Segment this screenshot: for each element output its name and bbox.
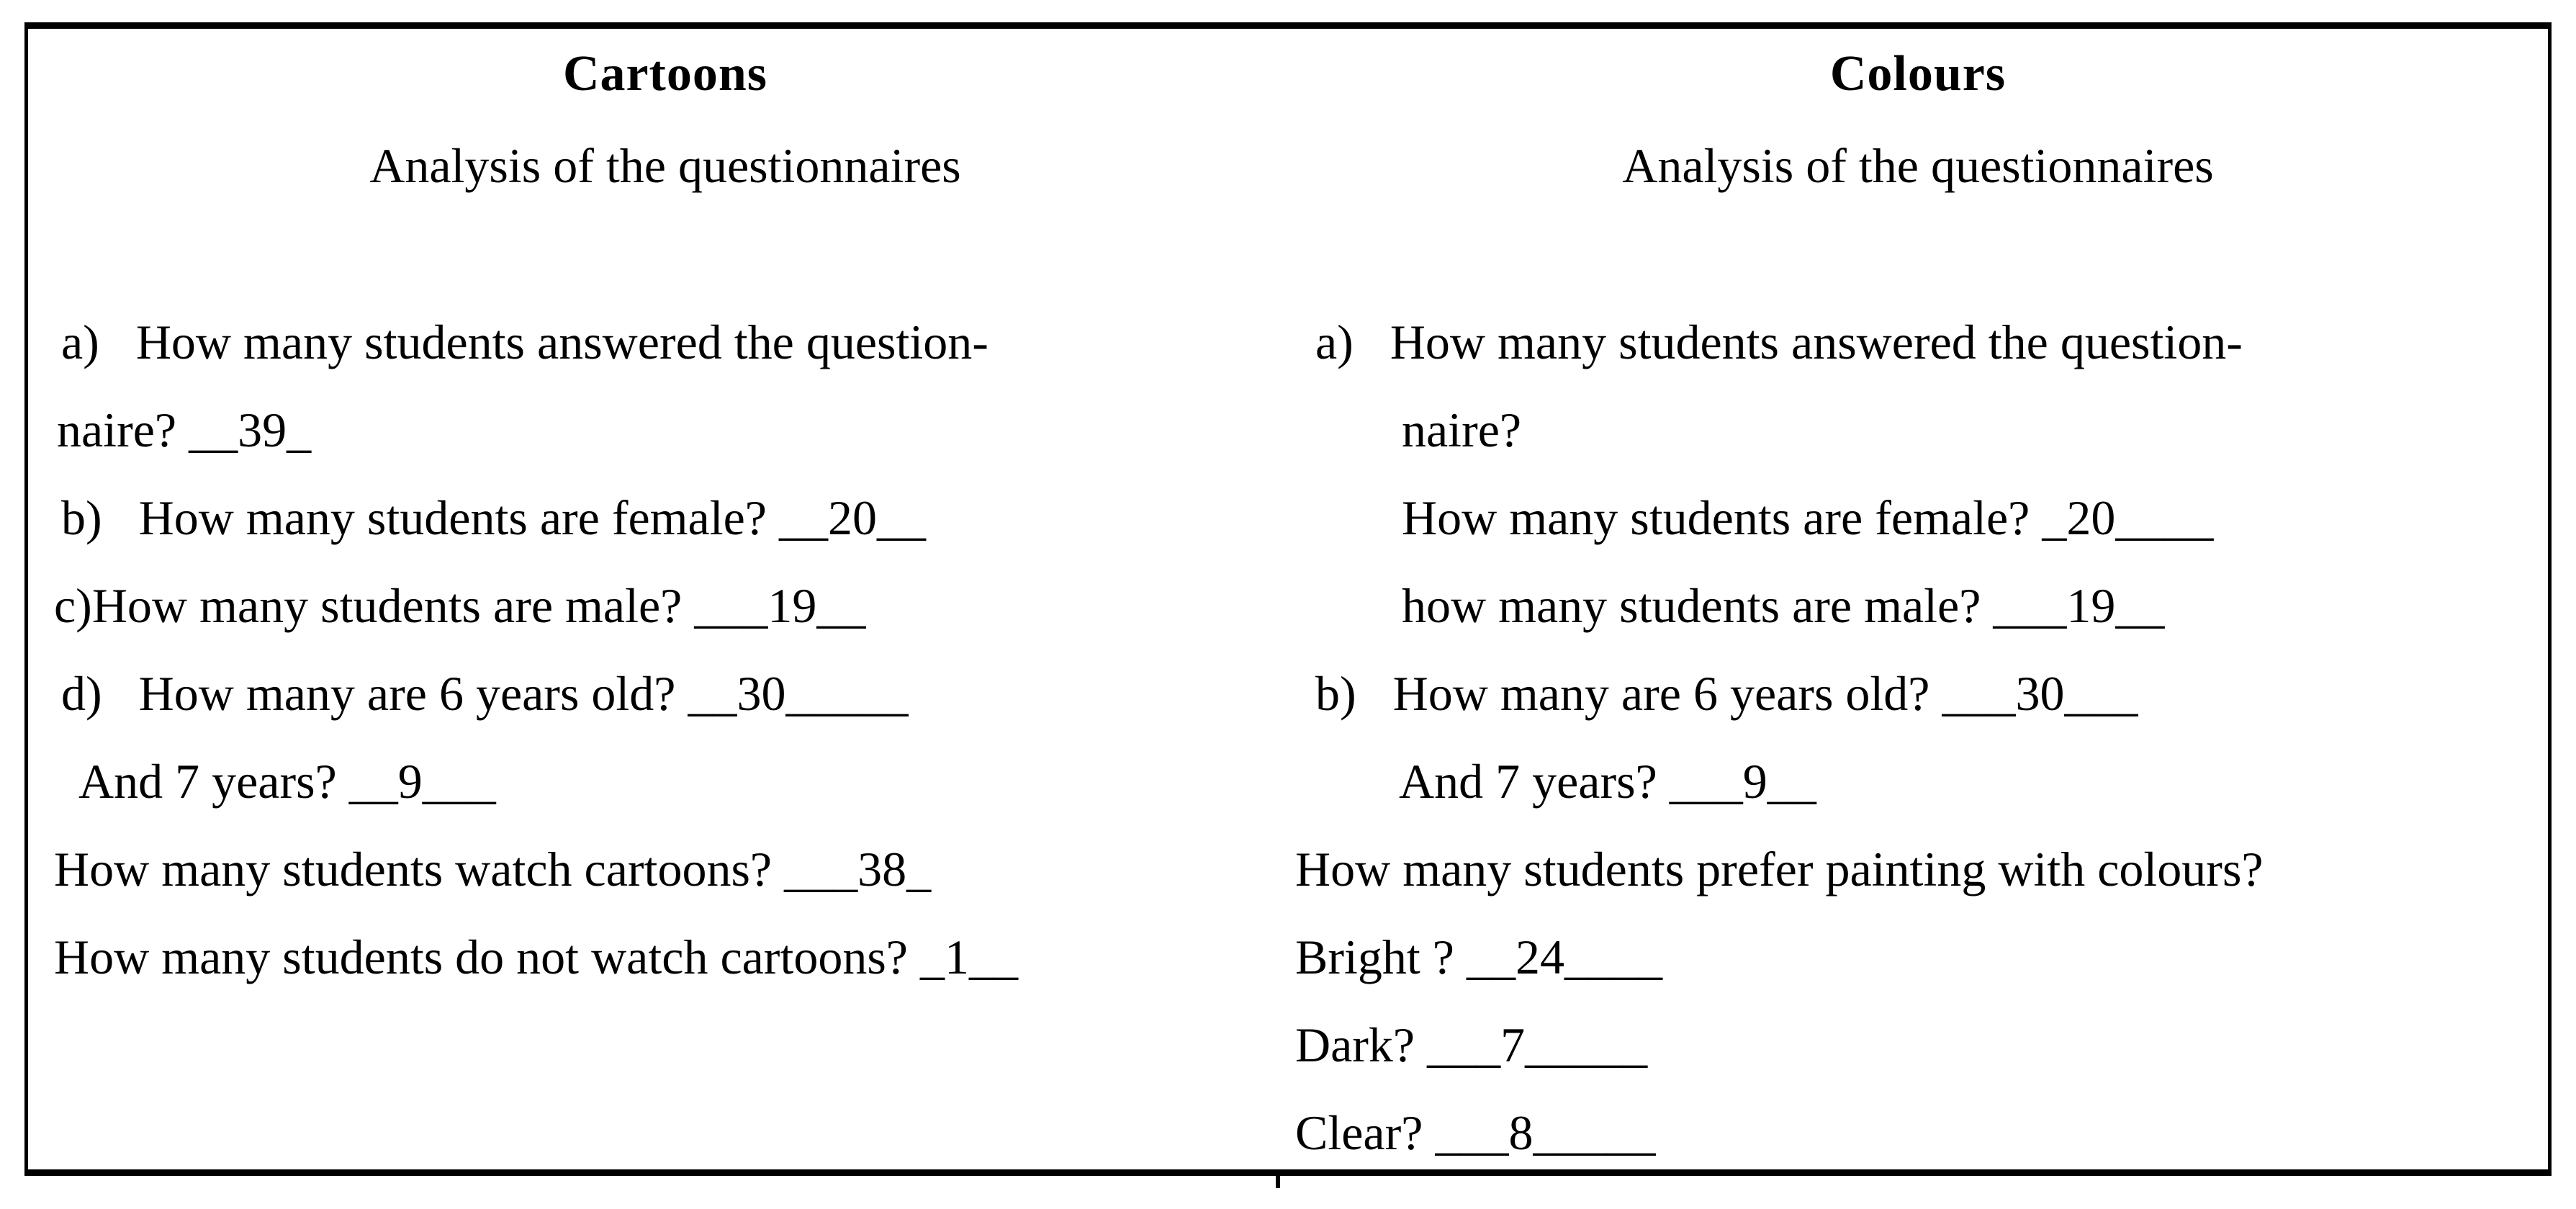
column-title: Cartoons bbox=[562, 46, 768, 102]
question-line: a) How many students answered the question- bbox=[1315, 315, 2243, 369]
question-line: how many students are male? ___19__ bbox=[1402, 578, 2165, 633]
column-divider-tick bbox=[1276, 1173, 1280, 1188]
question-line: naire? __39_ bbox=[57, 403, 312, 457]
question-list bbox=[1295, 298, 2541, 1177]
question-line: How many students watch cartoons? ___38_ bbox=[54, 842, 932, 896]
column-subtitle: Analysis of the questionnaires bbox=[369, 138, 961, 193]
question-line: Clear? ___8_____ bbox=[1295, 1105, 1656, 1160]
question-line: And 7 years? __9___ bbox=[78, 754, 496, 809]
column-subtitle: Analysis of the questionnaires bbox=[1622, 138, 2214, 193]
question-line: b) How many are 6 years old? ___30___ bbox=[1315, 666, 2138, 721]
question-line: d) How many are 6 years old? __30_____ bbox=[61, 666, 909, 721]
question-line: How many students do not watch cartoons? _1__ bbox=[54, 930, 1018, 984]
question-line: c)How many students are male? ___19__ bbox=[54, 578, 866, 633]
question-line: b) How many students are female? __20__ bbox=[61, 490, 926, 545]
question-line: Dark? ___7_____ bbox=[1295, 1017, 1648, 1072]
question-list bbox=[54, 298, 1276, 1001]
question-line: And 7 years? ___9__ bbox=[1399, 754, 1816, 809]
cartoons-column bbox=[28, 29, 1288, 1169]
question-line: a) How many students answered the question- bbox=[61, 315, 988, 369]
question-line: How many students are female? _20____ bbox=[1402, 490, 2214, 545]
question-line: How many students prefer painting with colours? bbox=[1295, 842, 2264, 896]
column-title: Colours bbox=[1829, 46, 2007, 102]
worksheet-frame bbox=[24, 22, 2552, 1176]
question-line: naire? bbox=[1402, 403, 1522, 457]
colours-column bbox=[1288, 29, 2548, 1169]
question-line: Bright ? __24____ bbox=[1295, 930, 1662, 984]
